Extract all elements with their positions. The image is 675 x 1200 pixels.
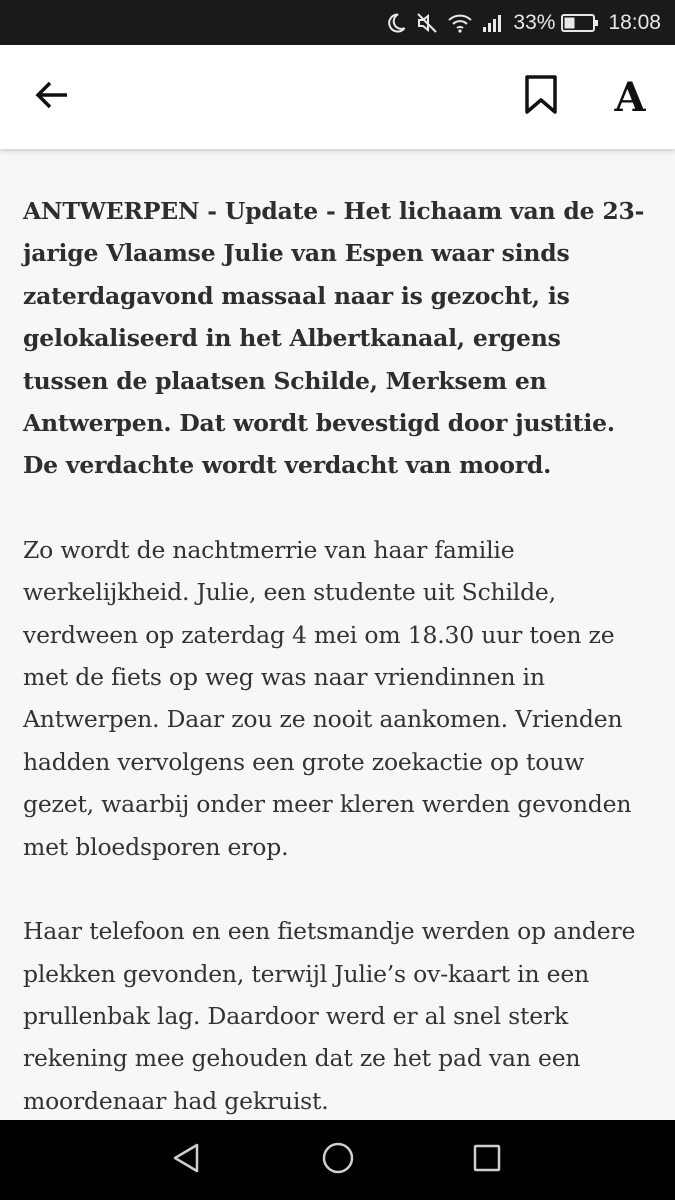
clock: 18:08: [608, 10, 661, 34]
nav-recent-button[interactable]: [467, 1140, 507, 1180]
article-paragraph: Haar telefoon en een fietsmandje werden op andere plekken gevonden, terwijl Julie’s ov-kaart in een prullenbak lag. Daardoor werd er al snel sterk rekening mee gehouden dat ze het pad van een moordenaar had gekruist.: [23, 917, 636, 1115]
nav-back-button[interactable]: [167, 1140, 207, 1180]
status-bar: [0, 0, 675, 45]
bookmark-icon: [524, 75, 558, 119]
back-arrow-icon: [34, 80, 70, 114]
nav-back-icon: [171, 1142, 203, 1178]
nav-home-icon: [321, 1141, 355, 1179]
battery-icon: [561, 13, 599, 33]
back-button[interactable]: [28, 75, 76, 119]
battery-percent: 33%: [513, 10, 556, 34]
status-icons: [385, 0, 661, 45]
font-size-button[interactable]: [604, 71, 656, 123]
navigation-bar: [0, 1120, 675, 1200]
moon-icon: [385, 12, 407, 34]
app-bar: [0, 45, 675, 149]
signal-icon: [482, 12, 504, 34]
article-body: [23, 190, 653, 1164]
article-lead: ANTWERPEN - Update - Het lichaam van de 23-jarige Vlaamse Julie van Espen waar sinds zaterdagavond massaal naar is gezocht, is gelokaliseerd in het Albertkanaal, ergens tussen de plaatsen Schilde, Merksem en Antwerpen. Dat wordt bevestigd door justitie. De verdachte wordt verdacht van moord.: [23, 197, 645, 480]
mute-icon: [416, 12, 438, 34]
bookmark-button[interactable]: [517, 73, 565, 121]
nav-home-button[interactable]: [318, 1140, 358, 1180]
battery-group: [513, 11, 599, 35]
font-size-icon: A: [614, 73, 646, 121]
nav-recent-icon: [472, 1143, 502, 1177]
article-paragraph: Zo wordt de nachtmerrie van haar familie werkelijkheid. Julie, een studente uit Schilde, verdween op zaterdag 4 mei om 18.30 uur toen ze met de fiets op weg was naar vriendinnen in Antwerpen. Daar zou ze nooit aankomen. Vrienden hadden vervolgens een grote zoekactie op touw gezet, waarbij onder meer kleren werden gevonden met bloedsporen erop.: [23, 535, 632, 861]
wifi-icon: [447, 12, 473, 34]
